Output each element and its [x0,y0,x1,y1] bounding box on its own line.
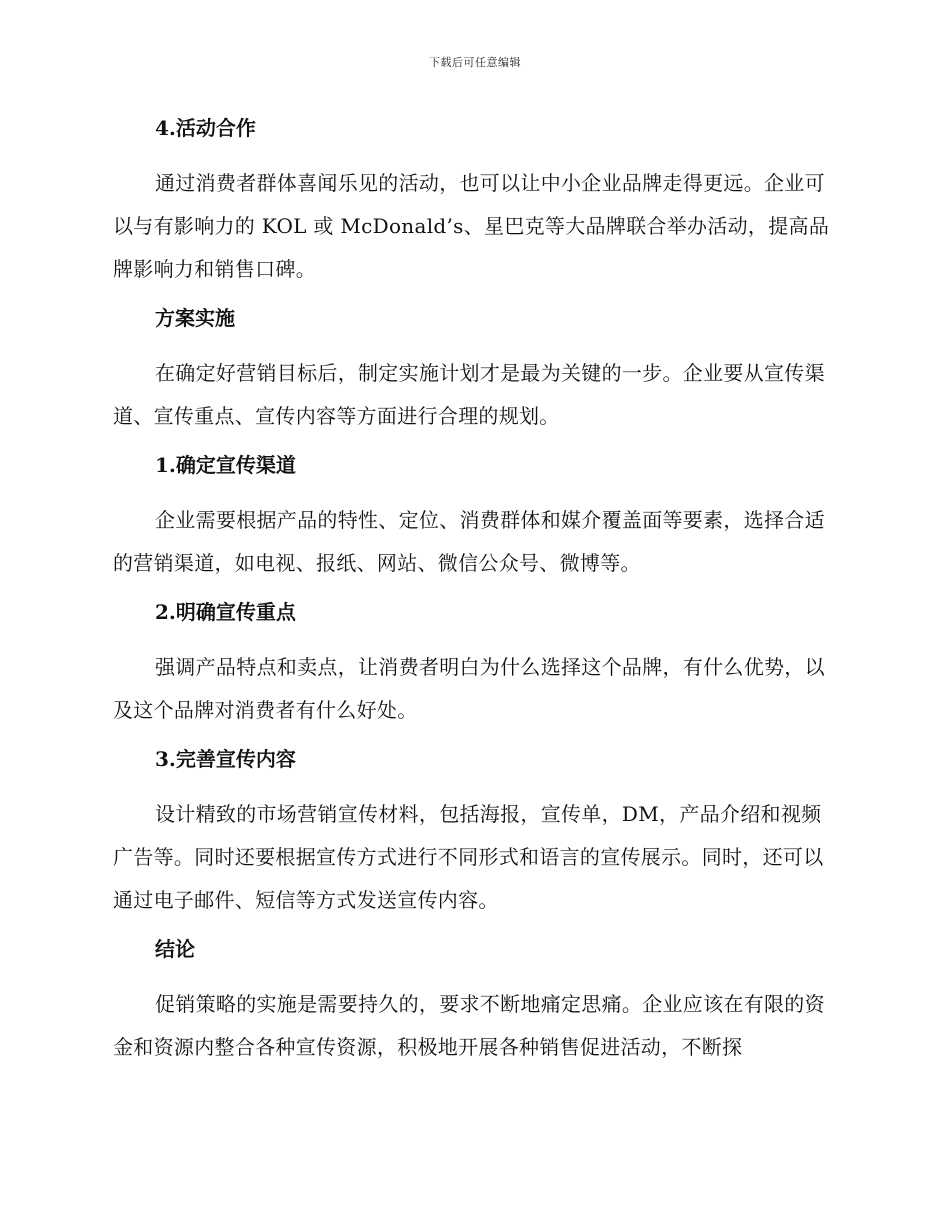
section-heading-plan-implementation: 方案实施 [155,306,235,330]
paragraph-channels: 企业需要根据产品的特性、定位、消费群体和媒介覆盖面等要素，选择合适的营销渠道，如电视、报纸、网站、微信公众号、微博等。 [113,508,825,575]
section-heading-activity-cooperation: 4.活动合作 [155,116,256,140]
paragraph-conclusion: 促销策略的实施是需要持久的，要求不断地痛定思痛。企业应该在有限的资金和资源内整合各种宣传资源，积极地开展各种销售促进活动，不断探 [113,992,825,1059]
paragraph-focus: 强调产品特点和卖点，让消费者明白为什么选择这个品牌，有什么优势，以及这个品牌对消费者有什么好处。 [113,655,825,722]
section-heading-content: 3.完善宣传内容 [155,747,296,771]
document-body [113,110,835,1078]
section-heading-focus: 2.明确宣传重点 [155,600,296,624]
section-heading-conclusion: 结论 [155,937,195,961]
paragraph-activity-cooperation: 通过消费者群体喜闻乐见的活动，也可以让中小企业品牌走得更远。企业可以与有影响力的 KOL 或 McDonald’s、星巴克等大品牌联合举办活动，提高品牌影响力和销售口碑。 [113,171,830,281]
page-header: 下载后可任意编辑 [429,56,521,69]
paragraph-content: 设计精致的市场营销宣传材料，包括海报，宣传单，DM，产品介绍和视频广告等。同时还要根据宣传方式进行不同形式和语言的宣传展示。同时，还可以通过电子邮件、短信等方式发送宣传内容。 [113,802,824,912]
section-heading-channels: 1.确定宣传渠道 [155,453,296,477]
paragraph-plan-implementation: 在确定好营销目标后，制定实施计划才是最为关键的一步。企业要从宣传渠道、宣传重点、宣传内容等方面进行合理的规划。 [113,361,825,428]
